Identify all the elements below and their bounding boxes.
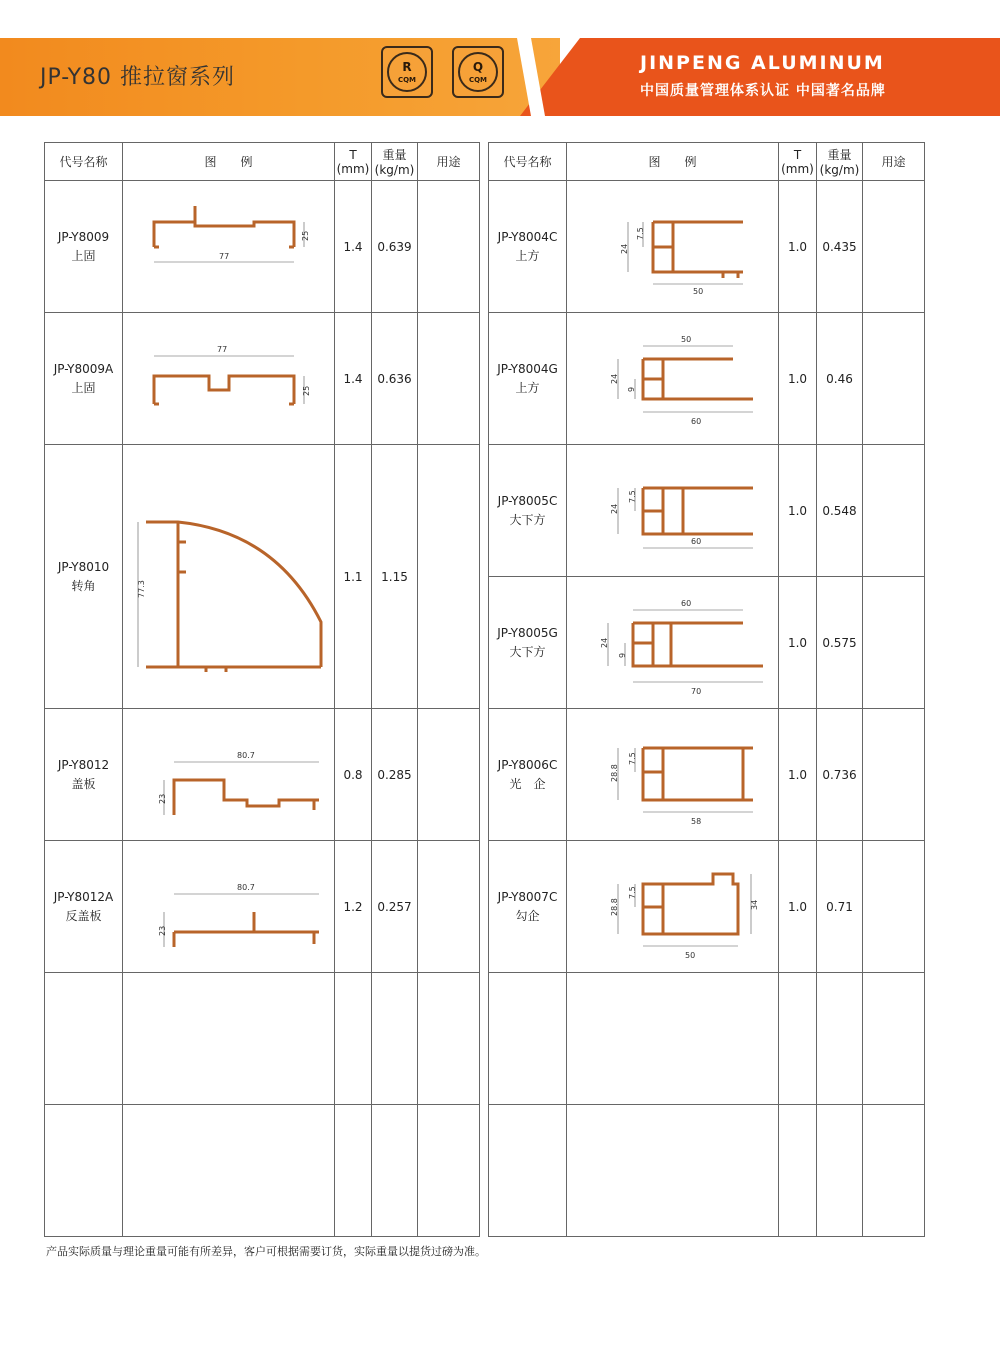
col-weight: 重量 (kg/m) [817,143,863,181]
weight: 0.285 [372,709,418,841]
svg-text:7.5: 7.5 [627,489,637,503]
col-drawing: 图 例 [567,143,779,181]
svg-text:50: 50 [680,334,691,344]
svg-text:77: 77 [218,251,229,261]
svg-text:24: 24 [599,637,609,648]
svg-text:9: 9 [626,386,636,392]
table-row [489,181,925,313]
table-row [489,445,925,577]
svg-text:23: 23 [157,925,167,936]
col-use: 用途 [418,143,480,181]
col-t: T (mm) [335,143,372,181]
profile-drawing [123,445,335,709]
thickness: 1.0 [779,445,817,577]
usage [863,577,925,709]
svg-text:24: 24 [609,373,619,384]
svg-text:7.5: 7.5 [635,226,645,240]
thickness: 1.0 [779,709,817,841]
table-row [489,709,925,841]
profile-drawing [123,181,335,313]
col-use: 用途 [863,143,925,181]
weight: 0.639 [372,181,418,313]
profile-code: JP-Y8005C 大下方 [489,445,567,577]
profile-code: JP-Y8004G 上方 [489,313,567,445]
usage [418,313,480,445]
usage [863,445,925,577]
profile-drawing [123,709,335,841]
svg-text:28.8: 28.8 [609,763,619,782]
profile-drawing [567,709,779,841]
thickness: 1.0 [779,313,817,445]
usage [863,709,925,841]
col-code: 代号名称 [489,143,567,181]
profile-drawing [567,841,779,973]
profile-code: JP-Y8009A 上固 [45,313,123,445]
usage [418,181,480,313]
svg-text:7.5: 7.5 [627,751,637,765]
profile-code: JP-Y8005G 大下方 [489,577,567,709]
thickness: 1.1 [335,445,372,709]
table-row [45,709,480,841]
thickness: 1.0 [779,181,817,313]
table-row [45,313,480,445]
weight: 0.71 [817,841,863,973]
table-row [489,577,925,709]
svg-text:50: 50 [692,286,703,296]
table-row [45,841,480,973]
cqm-r-logo: R CQM [381,46,433,98]
footnote: 产品实际质量与理论重量可能有所差异，客户可根据需要订货，实际重量以提货过磅为准。 [46,1245,486,1258]
table-row-empty [489,1105,925,1237]
svg-text:60: 60 [690,536,701,546]
thickness: 0.8 [335,709,372,841]
table-row [45,181,480,313]
svg-text:23: 23 [157,793,167,804]
svg-text:25: 25 [301,385,311,396]
weight: 1.15 [372,445,418,709]
thickness: 1.0 [779,577,817,709]
table-row-empty [45,973,480,1105]
table-row-empty [489,973,925,1105]
left-profile-table [44,142,480,1237]
table-row [45,445,480,709]
table-row [489,313,925,445]
profile-drawing [123,313,335,445]
svg-text:9: 9 [617,652,627,658]
svg-text:34: 34 [749,899,759,910]
svg-text:60: 60 [680,598,691,608]
svg-text:77.3: 77.3 [137,579,146,598]
left-table-header [45,143,480,181]
usage [418,445,480,709]
usage [863,181,925,313]
usage [863,841,925,973]
profile-code: JP-Y8004C 上方 [489,181,567,313]
svg-text:24: 24 [619,243,629,254]
svg-text:77: 77 [216,344,227,354]
weight: 0.736 [817,709,863,841]
weight: 0.548 [817,445,863,577]
brand-subtitle: 中国质量管理体系认证 中国著名品牌 [640,83,886,99]
svg-text:70: 70 [690,686,701,696]
svg-text:50: 50 [684,950,695,960]
weight: 0.257 [372,841,418,973]
thickness: 1.4 [335,313,372,445]
profile-drawing [567,577,779,709]
thickness: 1.0 [779,841,817,973]
weight: 0.46 [817,313,863,445]
weight: 0.435 [817,181,863,313]
usage [863,313,925,445]
col-weight: 重量 (kg/m) [372,143,418,181]
svg-text:80.7: 80.7 [236,882,255,892]
col-t: T (mm) [779,143,817,181]
thickness: 1.4 [335,181,372,313]
table-row [489,841,925,973]
svg-text:24: 24 [609,503,619,514]
page-title: JP-Y80 推拉窗系列 [40,65,236,90]
profile-code: JP-Y8007C 勾企 [489,841,567,973]
usage [418,841,480,973]
right-profile-table [488,142,925,1237]
profile-code: JP-Y8009 上固 [45,181,123,313]
profile-code: JP-Y8006C 光 企 [489,709,567,841]
thickness: 1.2 [335,841,372,973]
col-drawing: 图 例 [123,143,335,181]
table-row-empty [45,1105,480,1237]
header-red-band [520,38,1000,116]
profile-drawing [567,313,779,445]
weight: 0.575 [817,577,863,709]
svg-text:25: 25 [300,230,310,241]
profile-drawing [123,841,335,973]
right-table-header [489,143,925,181]
brand-name: JINPENG ALUMINUM [640,52,885,74]
svg-text:28.8: 28.8 [609,897,619,916]
profile-code: JP-Y8010 转角 [45,445,123,709]
header-banner [0,38,1000,116]
col-code: 代号名称 [45,143,123,181]
usage [418,709,480,841]
profile-drawing [567,445,779,577]
svg-text:7.5: 7.5 [627,885,637,899]
svg-text:60: 60 [690,416,701,426]
profile-drawing [567,181,779,313]
svg-text:58: 58 [690,816,701,826]
weight: 0.636 [372,313,418,445]
profile-code: JP-Y8012 盖板 [45,709,123,841]
svg-text:80.7: 80.7 [236,750,255,760]
cqm-q-logo: Q CQM [452,46,504,98]
profile-code: JP-Y8012A 反盖板 [45,841,123,973]
